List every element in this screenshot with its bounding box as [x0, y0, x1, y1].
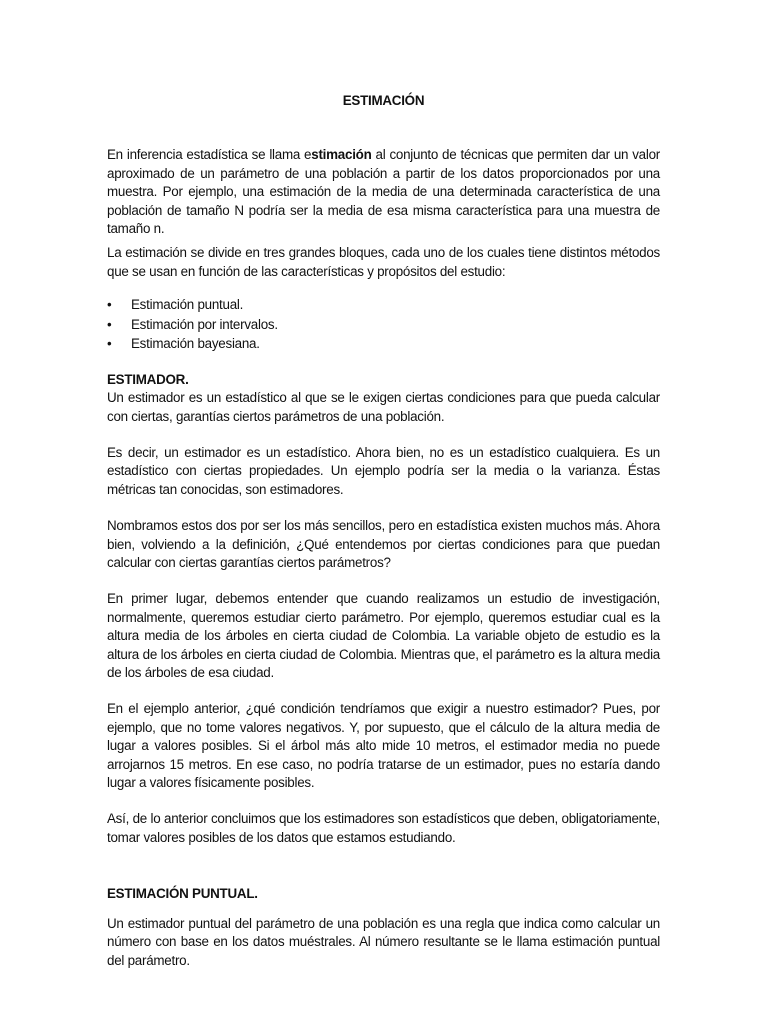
estimador-paragraph-1: Un estimador es un estadístico al que se le exigen ciertas condiciones para que pueda calcular con ciertas, garantías ciertos parámetros de una población. [107, 390, 660, 424]
list-item-label: Estimación puntual. [131, 297, 244, 313]
bullet-icon: • [107, 316, 112, 332]
estimador-paragraph-4: En primer lugar, debemos entender que cuando realizamos un estudio de investigación, normalmente, queremos estudiar cierto parámetro. Por ejemplo, queremos estudiar cual es la altura media de los árboles en cierta ciudad de Colombia. La variable objeto de estudio es la altura de los árboles en cierta ciudad de Colombia. Mientras que, el parámetro es la altura media de los árboles de esa ciudad. [107, 591, 660, 681]
bullet-icon: • [107, 297, 112, 313]
list-item [107, 315, 660, 335]
document-body [107, 92, 660, 970]
intro-text-pre: En inferencia estadística se llama e [107, 147, 312, 163]
intro-paragraph-1 [107, 146, 660, 238]
list-item [107, 334, 660, 354]
intro-paragraph-2: La estimación se divide en tres grandes bloques, cada uno de los cuales tiene distintos métodos que se usan en función de las características y propósitos del estudio: [107, 245, 660, 279]
estimador-heading: ESTIMADOR. [107, 371, 189, 387]
intro-term-bold: stimación [311, 147, 372, 163]
estimador-paragraph-3: Nombramos estos dos por ser los más sencillos, pero en estadística existen muchos más. Ahora bien, volviendo a la definición, ¿Qué entendemos por ciertas condiciones para que puedan calcular con ciertas garantías ciertos parámetros? [107, 518, 660, 570]
puntual-paragraph: Un estimador puntual del parámetro de una población es una regla que indica como calcular un número con base en los datos muéstrales. Al número resultante se le llama estimación puntual del parámetro. [107, 915, 660, 968]
intro-text-post: al conjunto de técnicas que permiten dar un valor aproximado de un parámetro de una población a partir de los datos proporcionados por una muestra. Por ejemplo, una estimación de la media de una determinada característica de una población de tamaño N podría ser la media de esa misma característica para una muestra de tamaño n. [107, 147, 660, 237]
bullet-icon: • [107, 336, 112, 352]
estimador-paragraph-2: Es decir, un estimador es un estadístico. Ahora bien, no es un estadístico cualquiera. Es un estadístico con ciertas propiedades. Un ejemplo podría ser la media o la varianza. Éstas métricas tan conocidas, son estimadores. [107, 444, 660, 497]
page-title: ESTIMACIÓN [342, 93, 425, 108]
estimador-paragraph-5: En el ejemplo anterior, ¿qué condición tendríamos que exigir a nuestro estimador? Pues, por ejemplo, que no tome valores negativos. Y, por supuesto, que el cálculo de la altura media de lugar a valores posibles. Si el árbol más alto mide 10 metros, el estimador media no puede arrojarnos 15 metros. En ese caso, no podría tratarse de un estimador, pues no estaría dando lugar a valores físicamente posibles. [107, 701, 660, 791]
puntual-heading: ESTIMACIÓN PUNTUAL. [107, 886, 258, 902]
list-item [107, 295, 660, 315]
list-item-label: Estimación por intervalos. [131, 316, 278, 332]
list-item-label: Estimación bayesiana. [131, 336, 260, 352]
estimador-paragraph-6: Así, de lo anterior concluimos que los estimadores son estadísticos que deben, obligatoriamente, tomar valores posibles de los datos que estamos estudiando. [107, 811, 660, 845]
estimation-types-list [107, 295, 660, 354]
